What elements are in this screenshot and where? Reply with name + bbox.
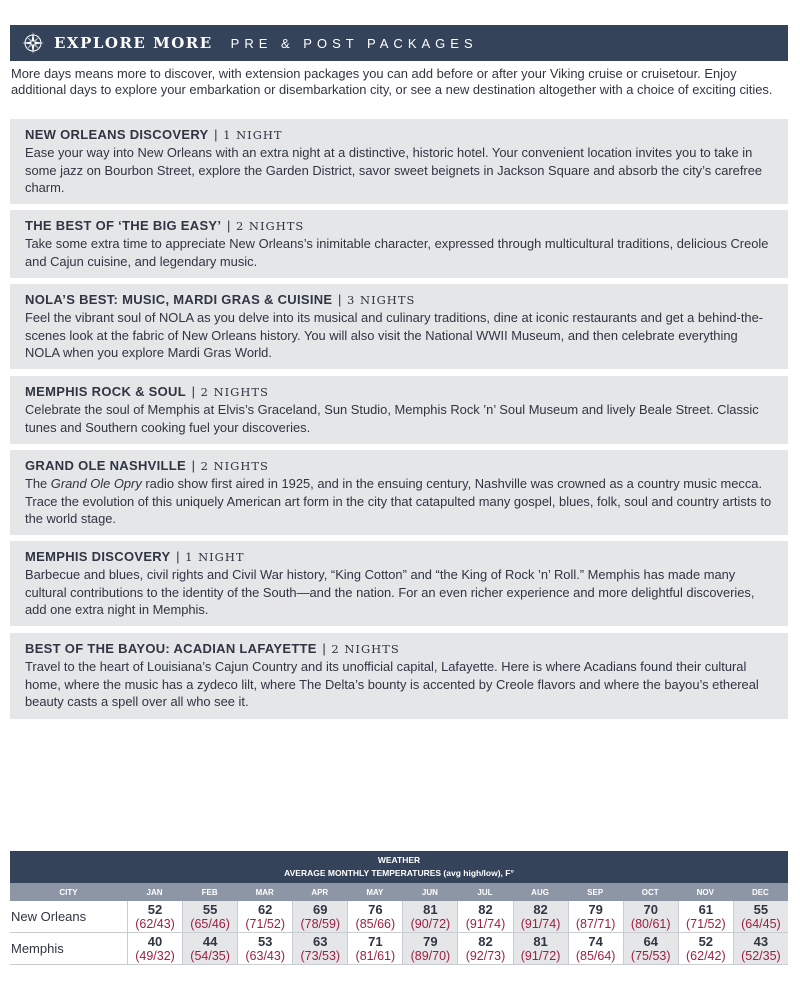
high-low-temp: (91/72) [520,949,561,963]
column-header-month: JUN [421,887,438,897]
weather-title: WEATHER [377,855,421,865]
column-header-month: OCT [641,887,659,897]
avg-temp: 76 [368,902,383,917]
temp-cell [347,901,402,932]
high-low-temp: (75/53) [630,949,671,963]
high-low-temp: (62/43) [135,917,175,931]
package-name: GRAND OLE NASHVILLE [25,458,186,473]
high-low-temp: (85/66) [355,917,396,931]
high-low-temp: (92/73) [465,949,506,963]
package-card [10,119,788,204]
high-low-temp: (81/61) [355,949,396,963]
separator: | [318,641,330,656]
avg-temp: 79 [588,902,603,917]
package-name: MEMPHIS DISCOVERY [25,549,171,564]
avg-temp: 52 [698,934,714,949]
avg-temp: 64 [643,934,658,949]
table-row [10,933,788,965]
column-header-month: AUG [531,887,549,897]
package-nights: 2 NIGHTS [235,219,305,233]
package-card [10,284,788,369]
column-header-month: APR [311,887,329,897]
package-name: NOLA’S BEST: MUSIC, MARDI GRAS & CUISINE [25,292,333,307]
header-subtitle: PRE & POST PACKAGES [230,35,478,51]
high-low-temp: (65/46) [190,917,230,931]
high-low-temp: (91/74) [465,917,506,931]
high-low-temp: (64/45) [741,917,781,931]
avg-temp: 63 [313,934,328,949]
show-title: Grand Ole Opry [50,476,142,491]
temp-cell [568,933,623,964]
package-name: BEST OF THE BAYOU: ACADIAN LAFAYETTE [25,641,317,656]
avg-temp: 71 [368,934,383,949]
package-description: Feel the vibrant soul of NOLA as you delve into its musical and culinary traditions, dine at iconic restaurants and get a behind-the-scenes look at the fabric of New Orleans history. You will also visit the National WWII Museum, and then celebrate everything NOLA when you explore Mardi Gras World. [25,310,764,360]
column-header-month: DEC [751,887,769,897]
package-name: NEW ORLEANS DISCOVERY [25,127,209,142]
compass-icon [22,32,44,54]
avg-temp: 53 [257,934,273,949]
avg-temp: 74 [588,934,603,949]
package-description: Take some extra time to appreciate New Orleans’s inimitable character, expressed through multicultural traditions, delicious Creole and Cajun cuisine, and legendary music. [25,236,769,269]
package-description: Celebrate the soul of Memphis at Elvis’s Graceland, Sun Studio, Memphis Rock ’n’ Soul Museum and lively Beale Street. Classic tunes and Southern cooking fuel your discoveries. [25,402,759,435]
package-card [10,376,788,444]
temp-cell [182,901,237,932]
avg-temp: 82 [478,902,493,917]
high-low-temp: (90/72) [410,917,451,931]
package-nights: 2 NIGHTS [200,459,269,473]
avg-temp: 43 [753,934,769,949]
temp-cell [457,933,512,964]
package-card [10,541,788,626]
weather-table [10,851,788,965]
package-name: THE BEST OF ‘THE BIG EASY’ [25,218,222,233]
avg-temp: 62 [257,902,273,917]
temp-cell [678,933,733,964]
temp-cell [237,933,292,964]
separator: | [334,292,346,307]
package-description: Ease your way into New Orleans with an extra night at a distinctive, historic hotel. Your convenient location invites you to take in some jazz on Bourbon Street, explore the Garden District, savor sweet beignets in Jackson Square and absorb the city’s carefree charm. [25,145,763,195]
high-low-temp: (91/74) [520,917,561,931]
avg-temp: 44 [202,934,218,949]
separator: | [187,384,199,399]
high-low-temp: (78/59) [300,917,341,931]
package-description [25,475,774,528]
high-low-temp: (87/71) [575,917,616,931]
table-row [10,901,788,933]
temp-cell [347,933,402,964]
high-low-temp: (54/35) [190,949,230,963]
column-header-month: NOV [696,887,714,897]
package-description: Barbecue and blues, civil rights and Civil War history, “King Cotton” and “the King of Rock ’n’ Roll.” Memphis has made many cultural contributions to the identity of the South—and the nation. For an even richer experience and more delightful discoveries, add one extra night in Memphis. [25,567,755,617]
package-nights: 3 NIGHTS [347,293,416,307]
high-low-temp: (71/52) [245,917,285,931]
package-card [10,633,788,719]
package-nights: 1 NIGHT [185,550,245,564]
separator: | [187,458,199,473]
column-header-city: CITY [59,887,78,897]
high-low-temp: (85/64) [575,949,616,963]
temp-cell [678,901,733,932]
high-low-temp: (52/35) [741,949,781,963]
temp-cell [237,901,292,932]
weather-subtitle: AVERAGE MONTHLY TEMPERATURES (avg high/low), F° [284,868,514,878]
avg-temp: 70 [643,902,658,917]
high-low-temp: (89/70) [410,949,451,963]
temp-cell [292,933,347,964]
temp-cell [623,901,678,932]
header-title: EXPLORE MORE [54,34,213,52]
section-header [10,25,788,61]
column-header-month: JAN [146,887,163,897]
city-name: Memphis [11,941,64,956]
avg-temp: 82 [533,902,548,917]
avg-temp: 55 [753,902,769,917]
avg-temp: 61 [698,902,714,917]
separator: | [223,218,234,233]
column-header-month: MAY [366,887,384,897]
avg-temp: 40 [147,934,163,949]
column-header-month: SEP [587,887,604,897]
column-header-month: FEB [201,887,218,897]
avg-temp: 79 [423,934,438,949]
description-rest: radio show first aired in 1925, and in the ensuing century, Nashville was crowned as a country music mecca. Trace the evolution of this uniquely American art form in the city that catapulted many gospel, blues, folk, soul and country artists to the world stage. [25,476,772,526]
temp-cell [182,933,237,964]
high-low-temp: (62/42) [686,949,726,963]
avg-temp: 52 [147,902,163,917]
avg-temp: 69 [313,902,328,917]
temp-cell [568,901,623,932]
description-start: The [25,476,51,491]
separator: | [210,127,222,142]
temp-cell [623,933,678,964]
temp-cell [513,933,568,964]
package-nights: 2 NIGHTS [331,642,400,656]
high-low-temp: (73/53) [300,949,341,963]
package-card [10,210,788,278]
separator: | [172,549,184,564]
city-name: New Orleans [11,909,87,924]
weather-title-bar [10,851,788,883]
avg-temp: 81 [533,934,548,949]
intro-text: More days means more to discover, with extension packages you can add before or after your Viking cruise or cruisetour. Enjoy additional days to explore your embarkation or disembarkation city, or see a new destination altogether with a choice of exciting cities. [11,66,773,97]
temp-cell [292,901,347,932]
temp-cell [457,901,512,932]
package-name: MEMPHIS ROCK & SOUL [25,384,186,399]
avg-temp: 82 [478,934,493,949]
package-card [10,450,788,535]
package-description: Travel to the heart of Louisiana’s Cajun Country and its unofficial capital, Lafayette. Here is where Acadians found their cultural home, where the music has a zydeco lilt, where The Delta’s bounty is accented by Creole flavors and where the bayou’s ethereal beauty casts a spell over all who see it. [25,659,759,709]
temp-cell [513,901,568,932]
high-low-temp: (63/43) [245,949,285,963]
temp-cell [127,901,182,932]
temp-cell [402,933,457,964]
package-nights: 2 NIGHTS [200,385,269,399]
avg-temp: 55 [202,902,218,917]
column-header-month: MAR [255,887,274,897]
high-low-temp: (71/52) [686,917,726,931]
high-low-temp: (80/61) [630,917,671,931]
high-low-temp: (49/32) [135,949,175,963]
column-header-month: JUL [477,887,493,897]
weather-header-row [10,883,788,901]
avg-temp: 81 [423,902,438,917]
temp-cell [127,933,182,964]
temp-cell [733,933,788,964]
package-nights: 1 NIGHT [223,128,283,142]
temp-cell [402,901,457,932]
temp-cell [733,901,788,932]
